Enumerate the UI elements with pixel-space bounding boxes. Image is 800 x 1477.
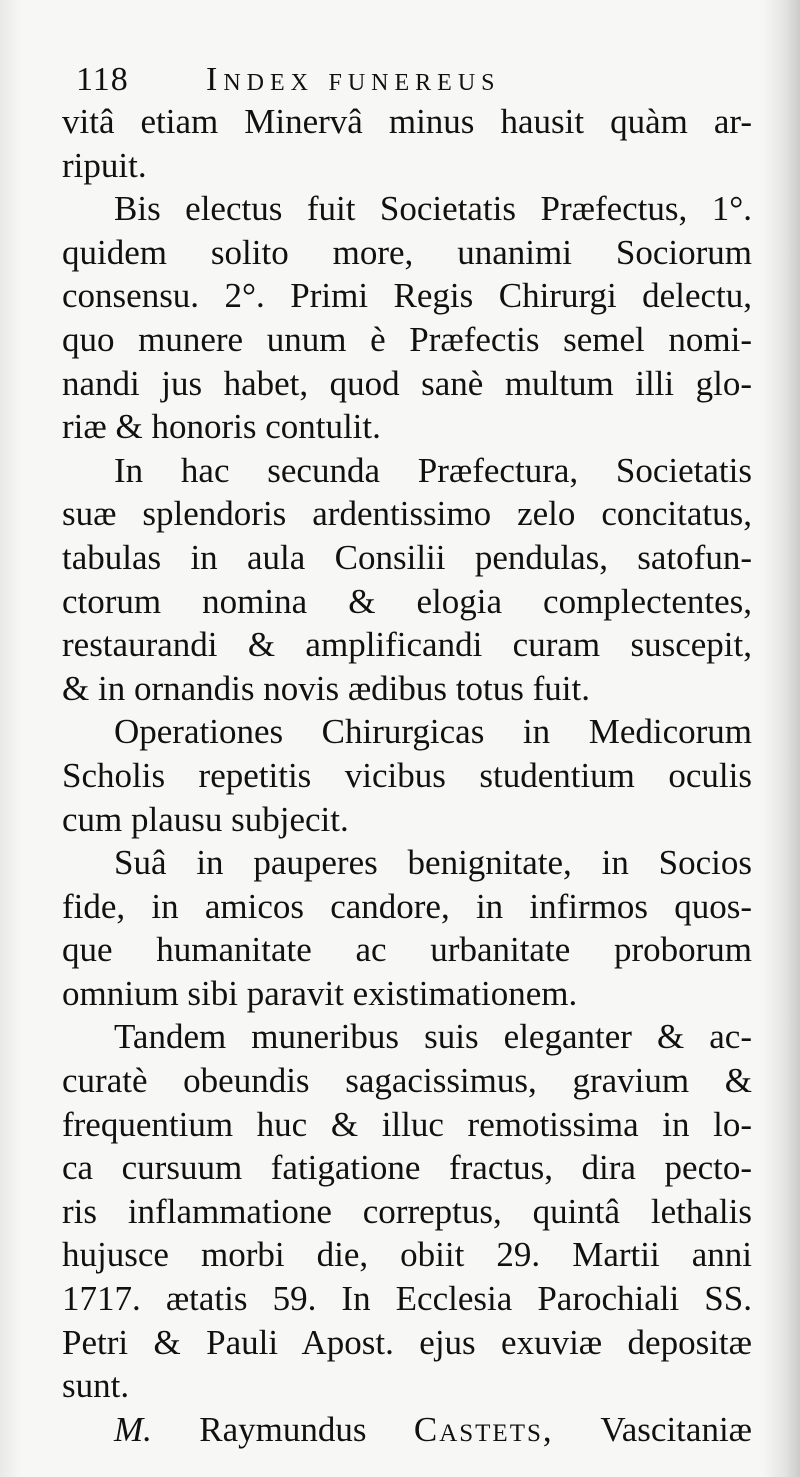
signature-line: [62, 1408, 752, 1452]
text-line: ca cursuum fatigatione fractus, dira pecto-: [62, 1148, 752, 1188]
text-line: omnium sibi paravit existimationem.: [62, 973, 578, 1013]
text-line: ris inflammatione correptus, quintâ lethalis: [62, 1191, 752, 1231]
paragraph-start-line: Operationes Chirurgicas in Medicorum: [114, 712, 752, 752]
running-title: Index funereus: [206, 61, 501, 98]
text-line: frequentium huc & illuc remotissima in lo-: [62, 1104, 752, 1144]
signature-surname: Castets,: [413, 1409, 554, 1449]
text-line: & in ornandis novis ædibus totus fuit.: [62, 668, 590, 708]
text-line: tabulas in aula Consilii pendulas, satofun-: [62, 537, 752, 577]
signature-place: Vascitaniæ: [600, 1409, 752, 1449]
paragraph-start-line: In hac secunda Præfectura, Societatis: [114, 450, 752, 490]
page-gutter-shadow: [0, 0, 22, 1477]
text-line: nandi jus habet, quod sanè multum illi glo-: [62, 363, 752, 403]
paragraph-start-line: Bis electus fuit Societatis Præfectus, 1°.: [114, 189, 752, 229]
text-line: sunt.: [62, 1366, 130, 1406]
text-line: ctorum nomina & elogia complectentes,: [62, 581, 752, 621]
text-line: que humanitate ac urbanitate proborum: [62, 930, 752, 970]
text-line: Scholis repetitis vicibus studentium oculis: [62, 755, 752, 795]
body-text: [62, 100, 752, 1451]
text-line: riæ & honoris contulit.: [62, 407, 381, 447]
text-line: Petri & Pauli Apost. ejus exuviæ depositæ: [62, 1322, 752, 1362]
text-line: fide, in amicos candore, in infirmos quos-: [62, 886, 752, 926]
paragraph-start-line: Tandem muneribus suis eleganter & ac-: [114, 1017, 752, 1057]
text-line: vitâ etiam Minervâ minus hausit quàm ar-: [62, 102, 752, 141]
text-line: restaurandi & amplificandi curam suscepit,: [62, 625, 752, 665]
text-line: consensu. 2°. Primi Regis Chirurgi delectu,: [62, 276, 752, 316]
page-number: 118: [76, 61, 129, 98]
text-line: cum plausu subjecit.: [62, 799, 349, 839]
text-line: quo munere unum è Præfectis semel nomi-: [62, 319, 752, 359]
text-line: 1717. ætatis 59. In Ecclesia Parochiali SS.: [62, 1279, 752, 1319]
text-line: suæ splendoris ardentissimo zelo concitatus,: [62, 494, 752, 534]
running-header: [76, 58, 756, 102]
text-line: quidem solito more, unanimi Sociorum: [62, 232, 752, 272]
signature-initial: M.: [114, 1409, 152, 1449]
text-line: ripuit.: [62, 145, 147, 185]
paragraph-start-line: Suâ in pauperes benignitate, in Socios: [114, 843, 752, 883]
signature-given-name: Raymundus: [199, 1409, 367, 1449]
text-line: curatè obeundis sagacissimus, gravium &: [62, 1061, 752, 1101]
page-edge-shadow: [762, 0, 800, 1477]
text-line: hujusce morbi die, obiit 29. Martii anni: [62, 1235, 752, 1275]
